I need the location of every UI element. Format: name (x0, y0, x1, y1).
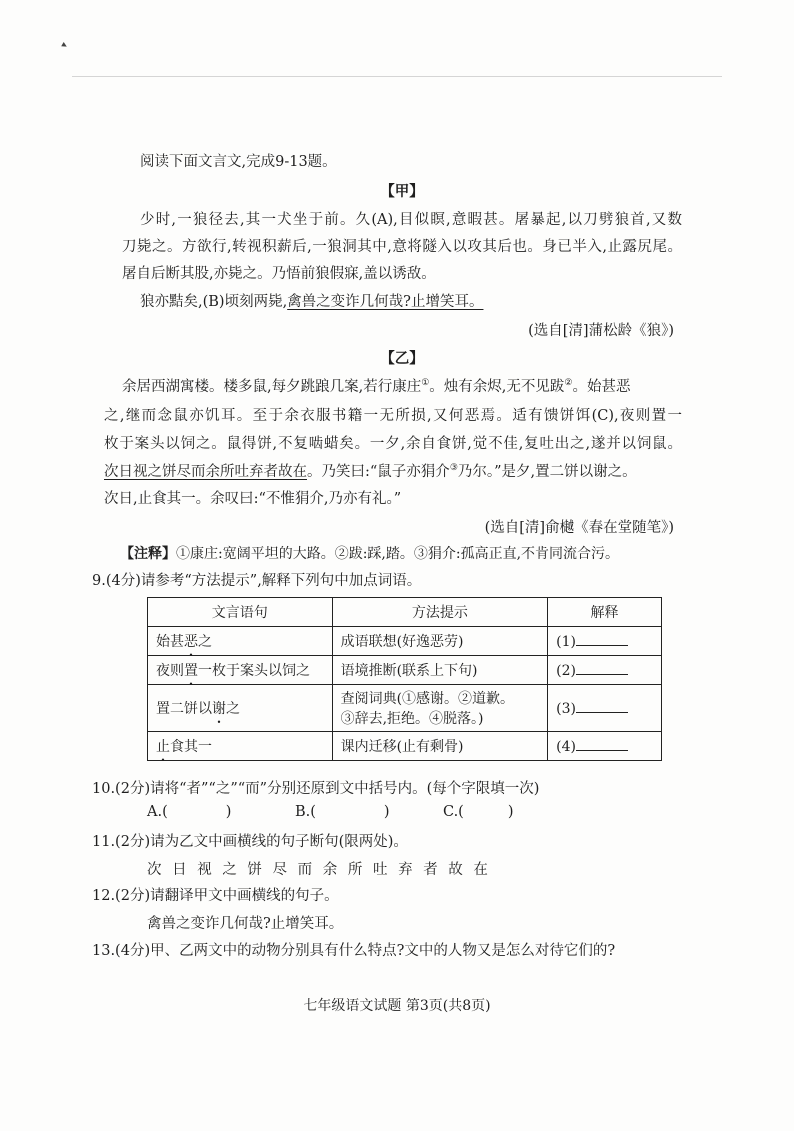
answer-cell[interactable]: (2) (548, 656, 662, 685)
table-header-row (148, 598, 662, 627)
passage-text: 。始甚恶 (572, 379, 631, 395)
passage-yi-line: 枚于案头以饲之。鼠得饼,不复啮蜡矣。一夕,余自食饼,觉不佳,复吐出之,遂并以饲鼠。 (104, 436, 682, 452)
table-row (148, 685, 662, 732)
passage-jia-line: 屠自后断其股,亦毙之。乃悟前狼假寐,盖以诱敌。 (122, 266, 436, 282)
table-row (148, 627, 662, 656)
method-cell: 语境推断(联系上下句) (332, 656, 548, 685)
passage-text: 狼亦黠矣,(B)顷刻两毙, (140, 294, 288, 310)
q9-table (147, 597, 662, 761)
question-11: 11.(2分)请为乙文中画横线的句子断句(限两处)。 (92, 834, 408, 850)
header-sentence: 文言语句 (148, 598, 333, 627)
slot-c[interactable]: C.( ) (443, 804, 514, 820)
sentence-cell: 始甚恶之 (148, 627, 333, 656)
note-marker: ① (421, 378, 430, 389)
passage-text: 。烛有余烬,无不见跋 (429, 379, 565, 395)
answer-blank[interactable] (576, 662, 628, 675)
passage-text: 。乃笑曰:“鼠子亦狷介 (307, 464, 450, 480)
question-13: 13.(4分)甲、乙两文中的动物分别具有什么特点?文中的人物又是怎么对待它们的? (92, 943, 616, 959)
note-marker: ③ (449, 463, 458, 474)
answer-cell[interactable]: (4) (548, 732, 662, 761)
dotted-word: 恶 (184, 634, 198, 650)
header-method: 方法提示 (332, 598, 548, 627)
page-edge-line (72, 76, 722, 77)
passage-jia-line (140, 290, 483, 311)
notes-label: 【注释】 (120, 546, 176, 562)
answer-cell[interactable]: (1) (548, 627, 662, 656)
question-10: 10.(2分)请将“者”“之”“而”分别还原到文中括号内。(每个字限填一次) (92, 781, 540, 797)
answer-blank[interactable] (576, 738, 628, 751)
dotted-word: 止 (156, 739, 170, 755)
method-cell: 成语联想(好逸恶劳) (332, 627, 548, 656)
question-9: 9.(4分)请参考“方法提示”,解释下列句中加点词语。 (92, 573, 422, 589)
slot-b[interactable]: B.( ) (295, 804, 390, 820)
dotted-word: 置 (184, 663, 198, 679)
underlined-sentence: 次日视之饼尽而余所吐弃者故在 (104, 464, 307, 480)
q11-sentence: 次 日 视 之 饼 尽 而 余 所 吐 弃 者 故 在 (147, 862, 491, 878)
answer-blank[interactable] (576, 700, 628, 713)
page-footer: 七年级语文试题 第3页(共8页) (303, 998, 491, 1014)
table-row (148, 656, 662, 685)
passage-yi-line (104, 460, 637, 481)
table-row (148, 732, 662, 761)
annotation-notes (120, 543, 619, 563)
answer-cell[interactable]: (3) (548, 685, 662, 732)
passage-yi-heading: 【乙】 (380, 350, 424, 367)
sentence-cell: 夜则置一枚于案头以饲之 (148, 656, 333, 685)
passage-yi-line: 次日,止食其一。余叹曰:“不惟狷介,乃亦有礼。” (104, 491, 402, 507)
passage-jia-source: (选自[清]蒲松龄《狼》) (528, 323, 674, 339)
note-marker: ② (564, 378, 573, 389)
underlined-sentence: 禽兽之变诈几何哉?止增笑耳。 (287, 294, 484, 310)
section-intro: 阅读下面文言文,完成9-13题。 (140, 154, 337, 170)
sentence-cell: 置二饼以谢之 (148, 685, 333, 732)
passage-text: 余居西湖寓楼。楼多鼠,每夕跳踉几案,若行康庄 (122, 379, 422, 395)
answer-blank[interactable] (576, 633, 628, 646)
passage-yi-source: (选自[清]俞樾《春在堂随笔》) (484, 520, 674, 536)
notes-text: ①康庄:宽阔平坦的大路。②跋:踩,踏。③狷介:孤高正直,不肯同流合污。 (176, 546, 620, 562)
passage-jia-line: 刀毙之。方欲行,转视积薪后,一狼洞其中,意将隧入以攻其后也。身已半入,止露尻尾。 (122, 239, 682, 255)
passage-jia-line: 少时,一狼径去,其一犬坐于前。久(A),目似瞑,意暇甚。屠暴起,以刀劈狼首,又数 (140, 212, 682, 228)
header-explanation: 解释 (548, 598, 662, 627)
question-12: 12.(2分)请翻译甲文中画横线的句子。 (92, 888, 339, 904)
passage-yi-line (122, 375, 630, 396)
sentence-cell: 止食其一 (148, 732, 333, 761)
passage-text: 乃尔。”是夕,置二饼以谢之。 (457, 464, 637, 480)
passage-jia-heading: 【甲】 (380, 183, 424, 200)
passage-yi-line: 之,继而念鼠亦饥耳。至于余衣服书籍一无所损,又何恶焉。适有馈饼饵(C),夜则置一 (104, 408, 682, 424)
method-cell: 查阅词典(①感谢。②道歉。 ③辞去,拒绝。④脱落。) (332, 685, 548, 732)
q12-sentence: 禽兽之变诈几何哉?止增笑耳。 (147, 916, 344, 932)
method-cell: 课内迁移(止有剩骨) (332, 732, 548, 761)
slot-a[interactable]: A.( ) (147, 804, 232, 820)
dotted-word: 谢 (212, 701, 226, 717)
scan-mark: ▸ (59, 39, 70, 52)
